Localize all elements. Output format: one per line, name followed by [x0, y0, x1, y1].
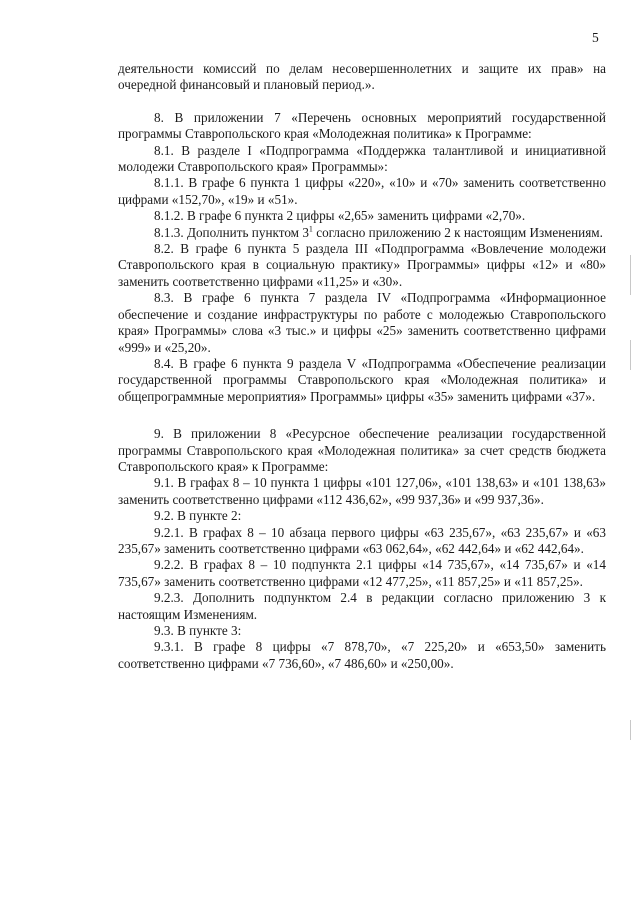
scan-margin-mark	[630, 720, 631, 740]
page-number: 5	[592, 30, 599, 45]
paragraph-8-1-2: 8.1.2. В графе 6 пункта 2 цифры «2,65» заменить цифрами «2,70».	[154, 208, 526, 224]
paragraph-8-1-3-before: 8.1.3. Дополнить пунктом 3	[154, 224, 309, 240]
scan-margin-mark	[630, 340, 631, 370]
paragraph-8-2: 8.2. В графе 6 пункта 5 раздела III «Подпрограмма «Вовлечение молодежи Ставропольского края в социальную практику» Программы» цифры «12» и «80» заменить соответственно цифрами «11,25» и «30».	[118, 241, 606, 289]
paragraph-8-1-3-after: согласно приложению 2 к настоящим Изменениям.	[312, 224, 603, 240]
paragraph-9-2-1: 9.2.1. В графах 8 – 10 абзаца первого цифры «63 235,67», «63 235,67» и «63 235,67» заменить соответственно цифрами «63 062,64», «62 442,64» и «62 442,64».	[118, 524, 606, 556]
paragraph-8: 8. В приложении 7 «Перечень основных мероприятий государственной программы Ставропольского края «Молодежная политика» к Программе:	[118, 109, 606, 142]
paragraph-9-1: 9.1. В графах 8 – 10 пункта 1 цифры «101 127,06», «101 138,63» и «101 138,63» заменить соответственно цифрами «112 436,62», «99 937,36» и «99 937,36».	[118, 475, 606, 507]
paragraph-8-1-1: 8.1.1. В графе 6 пункта 1 цифры «220», «10» и «70» заменить соответственно цифрами «152,70», «19» и «51».	[118, 175, 606, 207]
paragraph-8-1-3	[118, 225, 606, 241]
paragraph-8-1: 8.1. В разделе I «Подпрограмма «Поддержка талантливой и инициативной молодежи Ставропольского края» Программы»:	[118, 142, 606, 175]
paragraph-9-3: 9.3. В пункте 3:	[154, 623, 242, 638]
paragraph-9-2: 9.2. В пункте 2:	[154, 508, 242, 524]
document-body	[118, 61, 606, 672]
scan-margin-mark	[630, 255, 631, 295]
paragraph-9-2-2: 9.2.2. В графах 8 – 10 подпункта 2.1 цифры «14 735,67», «14 735,67» и «14 735,67» заменить соответственно цифрами «12 477,25», «11 857,25» и «11 857,25».	[118, 557, 606, 589]
paragraph-8-4: 8.4. В графе 6 пункта 9 раздела V «Подпрограмма «Обеспечение реализации государственной программы Ставропольского края «Молодежная политика» и общепрограммные мероприятия» Программы» цифры «35» заменить цифрами «37».	[118, 355, 606, 404]
superscript-index: 1	[308, 224, 313, 234]
paragraph-9: 9. В приложении 8 «Ресурсное обеспечение реализации государственной программы Ставропольского края «Молодежная политика» за счет средств бюджета Ставропольского края» к Программе:	[118, 426, 606, 474]
paragraph-9-2-3: 9.2.3. Дополнить подпунктом 2.4 в редакции согласно приложению 3 к настоящим Изменениям.	[118, 590, 606, 622]
paragraph-8-3: 8.3. В графе 6 пункта 7 раздела IV «Подпрограмма «Информационное обеспечение и создание инфраструктуры по работе с молодежью Ставропольского края» Программы» слова «3 тыс.» и цифры «25» заменить соответственно цифрами «999» и «25,20».	[118, 290, 606, 355]
paragraph-continuation: деятельности комиссий по делам несовершеннолетних и защите их прав» на очередной финансовый и плановый период.».	[118, 61, 606, 93]
paragraph-9-3-1: 9.3.1. В графе 8 цифры «7 878,70», «7 225,20» и «653,50» заменить соответственно цифрами «7 736,60», «7 486,60» и «250,00».	[118, 639, 606, 671]
